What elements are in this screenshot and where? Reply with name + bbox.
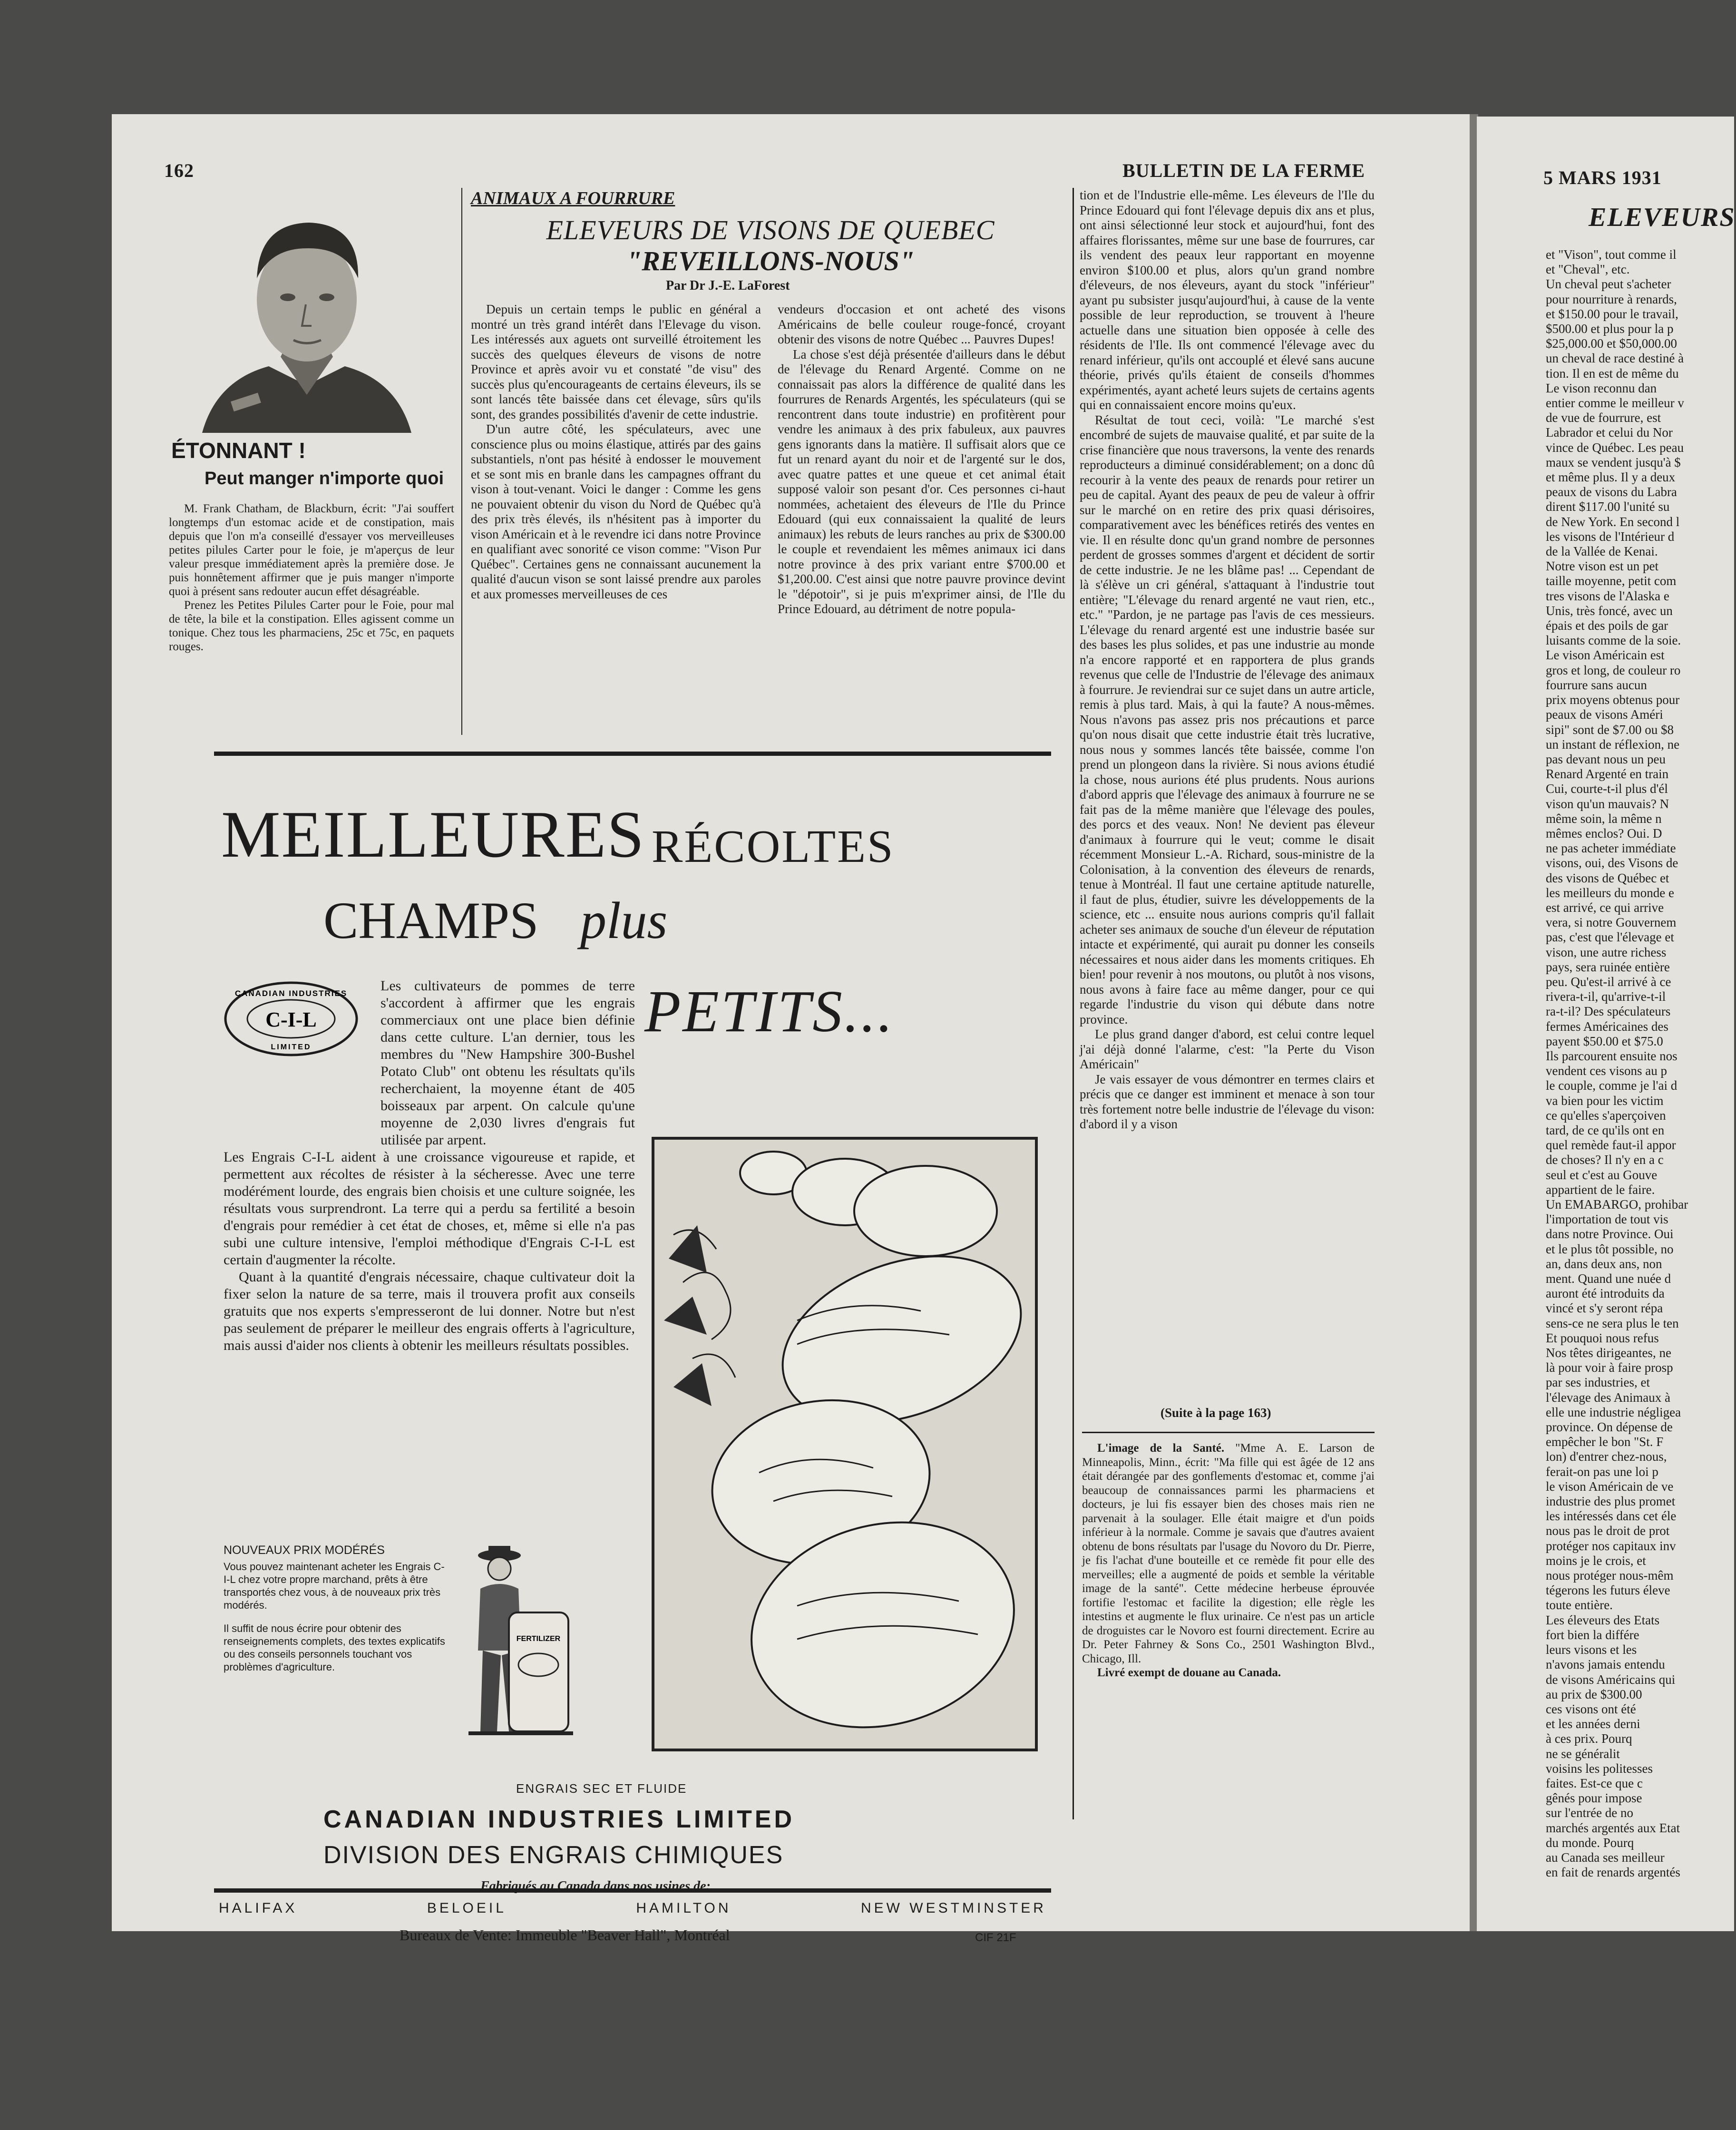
next-page-line: Cui, courte-t-il plus d'él <box>1546 782 1668 796</box>
next-page-line: Et pouquoi nous refus <box>1546 1330 1659 1345</box>
ad-info-body <box>224 1622 447 1703</box>
city-new-westminster: NEW WESTMINSTER <box>860 1900 1046 1916</box>
notice-subhead: Peut manger n'importe quoi <box>205 469 444 489</box>
column-rule <box>461 188 462 735</box>
next-page-line: $500.00 et plus pour la p <box>1546 322 1674 336</box>
next-page-line: le couple, comme je l'ai d <box>1546 1078 1677 1093</box>
next-page-line: $25,000.00 et $50,000.00 <box>1546 336 1677 351</box>
next-page-line: luisants comme de la soie. <box>1546 633 1681 648</box>
ad-fertilizer-type: ENGRAIS SEC ET FLUIDE <box>516 1781 687 1796</box>
ad-headline-5: PETITS... <box>644 979 895 1045</box>
article-column-1 <box>471 302 761 730</box>
next-page-line: empêcher le bon "St. F <box>1546 1435 1664 1449</box>
next-page-line: mêmes enclos? Oui. D <box>1546 826 1662 840</box>
next-page-line: peaux de visons Améri <box>1546 707 1663 722</box>
next-page-line: auront été introduits da <box>1546 1286 1665 1301</box>
next-page-line: sens-ce ne sera plus le ten <box>1546 1316 1679 1330</box>
next-page-line: et le plus tôt possible, no <box>1546 1241 1674 1256</box>
next-page-line: pas devant nous un peu <box>1546 752 1666 766</box>
next-page-line: ferait-on pas une loi p <box>1546 1464 1658 1479</box>
next-page-line: peu. Qu'est-il arrivé à ce <box>1546 974 1671 989</box>
next-page-line: Les éleveurs des Etats <box>1546 1612 1660 1627</box>
next-page-line: l'élevage des Animaux à <box>1546 1390 1671 1405</box>
ad-paragraph: Quant à la quantité d'engrais nécessaire, chaque cultivateur doit la fixer selon la nature de sa terre, mais il trouvera profit aux conseils gratuits que nos experts s'empresseront de lui donner. Notre but n'est pas seulement de préparer le meilleur des engrais offerts à l'agriculture, mais aussi d'aider nos clients à obtenir les meilleurs résultats possibles. <box>224 1269 635 1353</box>
next-page-line: Nos têtes dirigeantes, ne <box>1546 1346 1671 1360</box>
next-page-line: protéger nos capitaux inv <box>1546 1538 1676 1553</box>
next-page-line: tard, de ce qu'ils ont en <box>1546 1123 1665 1137</box>
next-page-line: Labrador et celui du Nor <box>1546 425 1673 440</box>
city-halifax: HALIFAX <box>219 1900 298 1916</box>
next-page-line: pour nourriture à renards, <box>1546 292 1677 306</box>
man-portrait-image <box>188 195 426 433</box>
next-page-line: ment. Quand une nuée d <box>1546 1271 1671 1286</box>
next-page-line: un cheval de race destiné à <box>1546 351 1684 366</box>
next-page-line: les intéressés dans cet éle <box>1546 1509 1677 1524</box>
column-rule <box>1073 188 1074 1819</box>
city-hamilton: HAMILTON <box>636 1900 731 1916</box>
next-page-line: vendent ces visons au p <box>1546 1064 1667 1078</box>
bag-label: FERTILIZER <box>516 1635 561 1643</box>
next-page-line: vince de Québec. Les peau <box>1546 440 1684 455</box>
next-page-line: elle une industrie négligea <box>1546 1405 1681 1419</box>
page-number: 162 <box>164 160 194 181</box>
ad-headline-4: plus <box>580 891 668 949</box>
next-page-line: seul et c'est au Gouve <box>1546 1167 1658 1182</box>
next-page-line: n'avons jamais entendu <box>1546 1657 1665 1672</box>
next-page-date: 5 MARS 1931 <box>1543 167 1662 188</box>
article-title-line1: ELEVEURS DE VISONS DE QUEBEC <box>546 215 995 245</box>
next-page-line: l'importation de tout vis <box>1546 1212 1668 1227</box>
article-byline: Par Dr J.-E. LaForest <box>666 278 790 293</box>
next-page-line: Un cheval peut s'acheter <box>1546 277 1671 292</box>
publication-title: BULLETIN DE LA FERME <box>1122 160 1365 181</box>
next-page-line: fourrure sans aucun <box>1546 677 1647 692</box>
next-page-line: taille moyenne, petit com <box>1546 574 1677 588</box>
next-page-line: Renard Argenté en train <box>1546 767 1669 782</box>
ad-division-name: DIVISION DES ENGRAIS CHIMIQUES <box>323 1841 784 1869</box>
next-page-line: vison, une autre richess <box>1546 945 1667 959</box>
next-page-line: va bien pour les victim <box>1546 1093 1664 1108</box>
next-page-line: fermes Américaines des <box>1546 1019 1668 1034</box>
next-page-line: entier comme le meilleur v <box>1546 396 1684 410</box>
next-page-line: de visons Américains qui <box>1546 1672 1676 1687</box>
next-page-line: rivera-t-il, qu'arrive-t-il <box>1546 989 1666 1004</box>
logo-bottom-text: LIMITED <box>271 1043 312 1051</box>
next-page-line: ne pas acheter immédiate <box>1546 841 1676 856</box>
next-page-line: au prix de $300.00 <box>1546 1687 1642 1701</box>
next-page-line: à ces prix. Pourq <box>1546 1731 1632 1746</box>
article-title-line2: "REVEILLONS-NOUS" <box>626 245 915 276</box>
next-page-line: et "Vison", tout comme il <box>1546 247 1677 262</box>
next-page-line: un instant de réflexion, ne <box>1546 737 1680 752</box>
next-page-line: gênés pour impose <box>1546 1791 1642 1806</box>
health-notice-body: "Mme A. E. Larson de Minneapolis, Minn., écrit: "Ma fille qui est âgée de 12 ans était dérangée par des gonflements d'estomac et, comme j'ai beaucoup de connaissances parmi les pharmaciens et docteurs, je lui fis essayer bien des choses mais rien ne parvenait à la soulager. Elle était maigre et d'un poids inférieur à la normale. Comme je savais que d'autres avaient obtenu de bons résultats par l'usage du Novoro du Dr. Pierre, je fis l'achat d'une bouteille et ce remède fit pour elle des merveilles; elle a augmenté de poids et semble la véritable image de la santé". Cette médecine herbeuse éprouvée fortifie l'estomac et facilite la digestion; elle règle les intestins et augmente le flux urinaire. Ce n'est pas un article de droguistes car le Novoro est fourni directement. Ecrire au Dr. Peter Fahrney & Sons Co., 2501 Washington Blvd., Chicago, Ill. <box>1082 1442 1375 1665</box>
health-notice <box>1082 1441 1375 1812</box>
article-paragraph: vendeurs d'occasion et ont acheté des visons Américains de belle couleur rouge-foncé, croyant obtenir des visons de notre Québec ... Pauvres Dupes! <box>778 302 1065 346</box>
next-page-line: moins je le crois, et <box>1546 1553 1646 1568</box>
next-page-line: les visons de l'Intérieur d <box>1546 529 1675 544</box>
next-page-line: vison qu'un mauvais? N <box>1546 796 1669 811</box>
ad-sales-office: Bureaux de Vente: Immeuble "Beaver Hall", Montréal <box>400 1926 730 1944</box>
next-page-line: par ses industries, et <box>1546 1375 1650 1390</box>
next-page-line: marchés argentés aux Etat <box>1546 1820 1680 1835</box>
notice-paragraph: M. Frank Chatham, de Blackburn, écrit: "J'ai souffert longtemps d'un estomac acide et de constipation, mais depuis que l'on m'a conseillé d'essayer vos merveilleuses petites pilules Carter pour le foie, je m'aperçus de leur valeur presque immédiatement après la première dose. Je puis honnêtement affirmer que je puis manger n'importe quoi à présent sans redouter aucun effet désagréable. <box>169 502 454 598</box>
next-page-line: tégerons les futurs éleve <box>1546 1583 1670 1598</box>
ad-prices-text: Vous pouvez maintenant acheter les Engrais C-I-L chez votre propre marchand, prêts à être transportés chez vous, à de nouveaux prix très modérés. <box>224 1561 445 1611</box>
next-page-line: dirent $117.00 l'unité su <box>1546 499 1670 514</box>
next-page-line: appartient de le faire. <box>1546 1182 1655 1197</box>
next-page-line: nous protéger nous-mêm <box>1546 1568 1674 1583</box>
next-page-line: Notre vison est un pet <box>1546 559 1658 574</box>
article-column-2 <box>778 302 1065 730</box>
ad-paragraph: Les cultivateurs de pommes de terre s'accordent à affirmer que les engrais commerciaux ont une place bien définie dans cette culture. L'an dernier, tous les membres du "New Hampshire 300-Bushel Potato Club" ont obtenu les résultats qu'ils recherchaient, la moyenne étant de 405 boisseaux par arpent. On calcule qu'une moyenne de 2,030 livres d'engrais fut utilisée par arpent. <box>380 978 635 1148</box>
ad-paragraph: Les Engrais C-I-L aident à une croissance vigoureuse et rapide, et permettent aux récoltes de résister à la sécheresse. Avec une terre modérément lourde, des engrais bien choisis et une culture soignée, les résultats vous surprendront. La terre qui a perdu sa fertilité a besoin d'engrais pour remédier à cet état de choses, et, même si elle n'a pas subi une culture intensive, l'emploi méthodique d'Engrais C-I-L est certain d'augmenter la récolte. <box>224 1149 635 1268</box>
article-kicker: ANIMAUX A FOURRURE <box>471 188 675 208</box>
article-paragraph: Je vais essayer de vous démontrer en termes clairs et précis que ce danger est imminent et menace à son tour très fortement notre belle industrie de l'élevage du vison: d'abord il y a vison <box>1080 1072 1375 1131</box>
next-page-line: tres visons de l'Alaska e <box>1546 588 1669 603</box>
next-page-line: maux se vendent jusqu'à $ <box>1546 455 1681 469</box>
article-paragraph: Depuis un certain temps le public en général a montré un très grand intérêt dans l'Elevage du vison. Les intéressés aux aguets ont surveillé étroitement les succès des quelques éleveurs de visons de notre Province et après avoir vu et constaté "de visu" des succès plus qu'encourageants de certains éleveurs, ils se sont lancés tête baissée dans cet élevage, sûrs qu'ils sont, des grandes possibilités d'avenir de cette industrie. <box>471 302 761 421</box>
column-divider <box>1082 1432 1375 1433</box>
farmer-with-bag-illustration <box>459 1541 578 1741</box>
next-page-line: au Canada ses meilleur <box>1546 1850 1665 1865</box>
next-page-line: leurs visons et les <box>1546 1642 1637 1657</box>
next-page-line: voisins les politesses <box>1546 1761 1653 1776</box>
next-page-line: est arrivé, ce qui arrive <box>1546 900 1664 915</box>
next-page-column <box>1546 247 1736 1880</box>
next-page-line: même soin, la même n <box>1546 811 1662 826</box>
next-page-line: ra-t-il? Des spéculateurs <box>1546 1004 1671 1019</box>
health-notice-lead: L'image de la Santé. <box>1097 1442 1225 1455</box>
ad-headline-2: RÉCOLTES <box>652 821 895 872</box>
next-page-line: Le vison Américain est <box>1546 648 1665 663</box>
ad-company-name: CANADIAN INDUSTRIES LIMITED <box>323 1806 795 1833</box>
next-page-line: et "Cheval", etc. <box>1546 262 1630 277</box>
next-page-line: pas, c'est que l'élevage et <box>1546 930 1674 945</box>
next-page-line: en fait de renards argentés <box>1546 1865 1680 1880</box>
next-page-line: Le vison reconnu dan <box>1546 381 1657 395</box>
next-page-line: les meilleurs du monde e <box>1546 885 1674 900</box>
next-page-line: fort bien la différe <box>1546 1627 1639 1642</box>
article-paragraph: Le plus grand danger d'abord, est celui contre lequel j'ai déjà donné l'alarme, c'est: "la Perte du Vison Américain" <box>1080 1027 1375 1071</box>
next-page-line: dans notre Province. Oui <box>1546 1227 1674 1241</box>
ad-prices-body <box>224 1560 447 1617</box>
next-page-line: ces visons ont été <box>1546 1701 1636 1716</box>
ad-code: CIF 21F <box>975 1931 1016 1944</box>
next-page-line: nous pas le droit de prot <box>1546 1524 1670 1538</box>
next-page-line: vera, si notre Gouvernem <box>1546 915 1677 930</box>
potatoes-illustration-frame <box>652 1137 1038 1751</box>
next-page-line: province. On dépense de <box>1546 1420 1673 1435</box>
notice-headline: ÉTONNANT ! <box>171 438 306 463</box>
next-page-line: ne se généralit <box>1546 1746 1620 1761</box>
next-page-line: pays, sera ruinée entière <box>1546 959 1670 974</box>
next-page-line: tion. Il en est de même du <box>1546 366 1679 381</box>
ad-prices-title: NOUVEAUX PRIX MODÉRÉS <box>224 1544 385 1557</box>
article-paragraph: D'un autre côté, les spéculateurs, avec une conscience plus ou moins élastique, attirés par des gains substantiels, n'ont pas hésité à endosser le mouvement et se sont mis en branle dans les campagnes offrant du vison à tout-venant. Voici le danger : Comme les gens ne pouvaient obtenir du vison du Nord de Québec qu'à des prix très élevés, ils n'hésitent pas à importer du vison Américain et à le revendre ici dans notre Province en qualifiant avec sonorité ce vison comme: "Vison Pur Québec". Certaines gens ne connaissant aucunement la qualité d'aucun vison se sont laissé prendre aux paroles et aux promesses merveilleuses de ces <box>471 422 761 601</box>
next-page-line: faites. Est-ce que c <box>1546 1776 1643 1790</box>
next-page-line: sur l'entrée de no <box>1546 1806 1634 1820</box>
next-page-line: là pour voir à faire prosp <box>1546 1360 1673 1375</box>
article-paragraph: La chose s'est déjà présentée d'ailleurs dans le début de l'élevage du Renard Argenté. Comme on ne connaissait pas alors la différence de qualité dans les fourrures de Renards Argentés, les spéculateurs (qui se rencontrent dans toute industrie) en profitèrent pour vendre les animaux à des prix fabuleux, aux pauvres gens ignorants dans la matière. Il suffisait alors que ce fut un renard ayant du noir et de l'argenté sur le dos, avec quatre pattes et une queue et cet animal était supposé valoir son pesant d'or. Ces personnes ci-haut nommées, achetaient des éleveurs de l'Ile du Prince Edouard (qui eux connaissaient la qualité de leurs animaux) les rebuts de leurs ranches au prix de $300.00 le couple et revendaient les mêmes animaux ici dans notre province à des prix variant entre $700.00 et $1,200.00. C'est ainsi que notre pauvre province devint le "dépotoir", si je puis m'exprimer ainsi, de l'Ile du Prince Edouard, au détriment de notre popula- <box>778 347 1065 616</box>
article-column-3 <box>1080 188 1375 1391</box>
next-page-line: payent $50.00 et $75.0 <box>1546 1034 1663 1048</box>
next-page-line: et $150.00 pour le travail, <box>1546 306 1678 321</box>
notice-paragraph: Prenez les Petites Pilules Carter pour le Foie, pour mal de tête, la bile et la constipation. Elles agissent comme un tonique. Chez tous les pharmaciens, 25c et 75c, en paquets rouges. <box>169 599 454 653</box>
next-page-line: et même plus. Il y a deux <box>1546 470 1676 485</box>
city-beloeil: BELOEIL <box>427 1900 507 1916</box>
article-continued-note: (Suite à la page 163) <box>1161 1406 1271 1420</box>
next-page-line: de choses? Il n'y en a c <box>1546 1153 1664 1167</box>
next-page-line: gros et long, de couleur ro <box>1546 663 1681 677</box>
next-page-line: sipi" sont de $7.00 ou $8 <box>1546 722 1674 737</box>
next-page-line: de la Vallée de Kenai. <box>1546 544 1658 559</box>
logo-mark: C-I-L <box>265 1008 317 1031</box>
ad-headline-1: MEILLEURES <box>221 798 645 871</box>
next-page-line: Ils parcourent ensuite nos <box>1546 1048 1677 1063</box>
next-page-line: visons, oui, des Visons de <box>1546 856 1678 870</box>
article-paragraph: tion et de l'Industrie elle-même. Les éleveurs de l'Ile du Prince Edouard qui font l'élevage depuis dix ans et plus, ont ainsi sélectionné leur stock et aujourd'hui, font des affaires florissantes, même sur une base de fourrures, car ils vendent des peaux leur rapportant en moyenne environ $100.00 et plus, alors qu'un grand nombre d'éleveurs, de nos éleveurs, ayant du stock "inférieur" ayant pu subsister jusqu'aujourd'hui, à cause de la vente possible de leur reproduction, se trouvent à l'heure actuelle dans une situation bien opposée à celle des résidents de l'Ile. Ils ont commencé l'élevage avec du renard inférieur, qu'ils ont accouplé et élevé sans aucune théorie, privés qu'ils étaient de conseils d'hommes expérimentés, ayant acheté leurs sujets de certains agents qui en connaissaient encore moins qu'eux. <box>1080 188 1375 412</box>
next-page-line: lon) d'entrer chez-nous, <box>1546 1449 1667 1464</box>
ad-made-in: Fabriqués au Canada dans nos usines de: <box>480 1879 711 1894</box>
next-page-line: Un EMABARGO, prohibar <box>1546 1197 1688 1212</box>
next-page-line: toute entière. <box>1546 1598 1613 1612</box>
next-page-line: épais et des poils de gar <box>1546 618 1668 633</box>
next-page-line: Unis, très foncé, avec un <box>1546 603 1673 618</box>
potatoes-illustration <box>654 1140 1035 1749</box>
next-page-line: du monde. Pourq <box>1546 1835 1634 1850</box>
next-page-line: des visons de Québec et <box>1546 870 1669 885</box>
next-page-line: vincé et s'y seront répa <box>1546 1301 1663 1316</box>
next-page-line: et les années derni <box>1546 1717 1640 1731</box>
next-page-line: le vison Américain de ve <box>1546 1479 1674 1494</box>
notice-body <box>169 502 454 735</box>
next-page-line: industrie des plus promet <box>1546 1494 1676 1509</box>
article-paragraph: Résultat de tout ceci, voilà: "Le marché s'est encombré de sujets de mauvaise qualité, et par suite de la crise financière que nous traversons, la vente des renards reproducteurs a diminué considérablement; on a donc dû recourir à la vente des peaux de renards pour retirer un peu de capital. Ayant des peaux de peu de valeur à offrir sur le marché on en retire des prix quasi dérisoires, comparativement avec les bénéfices retirés des ventes en vie. Il en résulte donc qu'un grand nombre de personnes perdent de grosses sommes d'argent et décident de sortir de cette industrie. Je ne les blâme pas! ... Cependant de là s'élève un cri général, s'attaquant à l'industrie tout entière; "L'élevage du renard argenté ne vaut rien, etc., etc." "Pardon, je ne partage pas l'avis de ces messieurs. L'élevage du renard argenté est une industrie basée sur des bases les plus solides, et pas une industrie au monde n'a encore rapporté et en rapportera de plus grands revenus que celle de l'Industrie de l'élevage des animaux à fourrure. Je reviendrai sur ce sujet dans un autre article, remis à plus tard. Mais, à qui la faute? A nous-mêmes. Nous n'avons pas assez pris nos précautions et parce qu'on nous disait que cette industrie était très lucrative, nous nous y sommes lancés tête baissée, comme l'on prend un plongeon dans la rivière. Si nous avions étudié la chose, nous aurions été plus prudents. Nous aurions d'abord appris que l'élevage des animaux à fourrure ne se fait pas de la même manière que l'élevage des poules, des porcs et des veaux. Non! Ne devient pas éleveur d'animaux à fourrure qui le veut; comme le disait récemment Monsieur L.-A. Richard, sous-ministre de la Colonisation, à la convention des éleveurs de renards, tenue à Montréal. Il faut une certaine aptitude naturelle, il faut de plus, étudier, suivre les développements de la science, etc ... ensuite nous aurions compris qu'il fallait acheter ses animaux de souche d'un éleveur de réputation intacte et expérimenté, qui aurait pu donner les conseils nécessaires et nous aider dans les moments critiques. Eh bien! pour revenir à nos moutons, ou plutôt à nos visons, nous avons à faire face au même danger, pour ce qui regarde l'industrie du vison qui débute dans notre province. <box>1080 412 1375 1026</box>
health-notice-closing: Livré exempt de douane au Canada. <box>1097 1666 1281 1679</box>
next-page-line: de New York. En second l <box>1546 514 1680 529</box>
ad-top-border <box>214 752 1051 756</box>
next-page-line: an, dans deux ans, non <box>1546 1256 1662 1271</box>
next-page-line: quel remède faut-il appor <box>1546 1138 1676 1153</box>
ad-info-text: Il suffit de nous écrire pour obtenir des renseignements complets, des textes explicatifs ou des conseils personnels touchant vos problèmes d'agriculture. <box>224 1622 445 1673</box>
next-page-line: prix moyens obtenus pour <box>1546 693 1680 707</box>
logo-top-text: CANADIAN INDUSTRIES <box>234 989 348 998</box>
next-page-title: ELEVEURS <box>1589 203 1736 232</box>
next-page-line: ce qu'elles s'aperçoiven <box>1546 1108 1666 1123</box>
next-page-line: de vue de fourrure, est <box>1546 410 1661 425</box>
ad-headline-3: CHAMPS <box>323 891 539 949</box>
next-page-line: peaux de visons du Labra <box>1546 485 1677 499</box>
ad-cities-list <box>219 1900 1046 1916</box>
